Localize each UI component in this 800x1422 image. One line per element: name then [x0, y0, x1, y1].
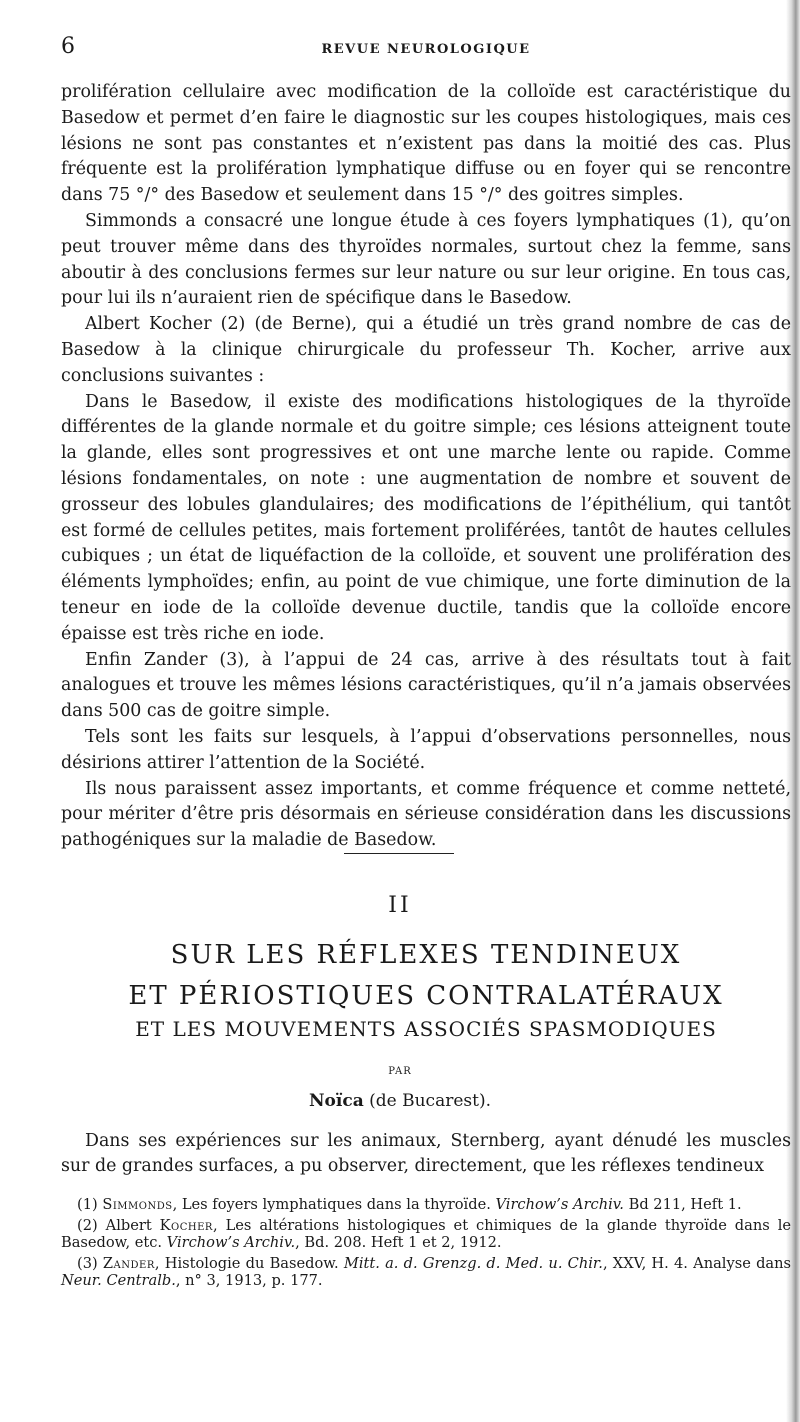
footnote-author-prefix: Albert [105, 1216, 160, 1234]
byline-par: PAR [388, 1066, 412, 1077]
section-divider [344, 853, 454, 854]
section-title-line3: ET LES MOUVEMENTS ASSOCIÉS SPASMODIQUES [135, 1017, 717, 1041]
footnote-rest-2: , n° 3, 1913, p. 177. [175, 1272, 323, 1290]
paragraph-7: Ils nous paraissent assez importants, et comme fréquence et comme netteté, pour mériter d’être pris désormais en sérieuse considération dans les discussions pathogéniques sur la maladie de Basedow. [61, 778, 791, 851]
footnote-journal: Virchow’s Archiv. [495, 1196, 624, 1213]
footnote-marker: (3) [77, 1254, 98, 1272]
footnote-rest: , XXV, H. 4. Analyse dans [602, 1254, 792, 1272]
footnote-rest: , Bd. 208. Heft 1 et 2, 1912. [295, 1234, 502, 1252]
footnote-rest: Bd 211, Heft 1. [623, 1196, 742, 1213]
footnote-2 [61, 1217, 791, 1252]
byline [0, 1091, 800, 1111]
footnote-text: , Histologie du Basedow. [154, 1254, 344, 1272]
footnotes [61, 1196, 791, 1293]
section-number: II [388, 893, 412, 918]
footnote-3 [61, 1255, 791, 1290]
footnote-marker: (2) [77, 1216, 98, 1234]
footnote-author: Zander [102, 1254, 155, 1272]
paragraph-3: Albert Kocher (2) (de Berne), qui a étudié un très grand nombre de cas de Basedow à la clinique chirurgicale du professeur Th. Kocher, arrive aux conclusions suivantes : [61, 314, 791, 386]
section-title-line1: SUR LES RÉFLEXES TENDINEUX [170, 940, 682, 970]
section-body [61, 1129, 791, 1178]
paragraph-2: Simmonds a consacré une longue étude à ces foyers lymphatiques (1), qu’on peut trouver même dans des thyroïdes normales, surtout chez la femme, sans aboutir à des conclusions fermes sur leur nature ou sur leur origine. En tous cas, pour lui ils n’auraient rien de spécifique dans le Basedow. [61, 210, 791, 309]
footnote-author: Kocher [159, 1216, 213, 1234]
author-origin: (de Bucarest). [369, 1091, 491, 1111]
footnote-author: Simmonds [102, 1196, 173, 1213]
running-title: REVUE NEUROLOGIQUE [321, 42, 531, 57]
footnote-1 [61, 1196, 791, 1214]
footnote-journal: Mitt. a. d. Grenzg. d. Med. u. Chir. [343, 1254, 603, 1272]
paragraph-5: Enfin Zander (3), à l’appui de 24 cas, arrive à des résultats tout à fait analogues et trouve les mêmes lésions caractéristiques, qu’il n’a jamais observées dans 500 cas de goitre simple. [61, 649, 791, 722]
footnote-text: , Les altérations histologiques et chimiques de la glande thyroïde dans le Basedow, etc. [61, 1216, 791, 1252]
section-paragraph-1: Dans ses expériences sur les animaux, Sternberg, ayant dénudé les muscles sur de grandes surfaces, a pu observer, directement, que les réflexes tendineux [61, 1131, 791, 1176]
paragraph-4: Dans le Basedow, il existe des modifications histologiques de la thyroïde différentes de la glande normale et du goitre simple; ces lésions atteignent toute la glande, elles sont progressives et ont une marche lente ou rapide. Comme lésions fondamentales, on note : une augmentation de nombre et souvent de grosseur des lobules glandulaires; des modifications de l’épithélium, qui tantôt est formé de cellules petites, mais fortement proliférées, tantôt de hautes cellules cubiques ; un état de liquéfaction de la colloïde, et souvent une prolifération des éléments lymphoïdes; enfin, au point de vue chimique, une forte diminution de la teneur en iode de la colloïde devenue ductile, tandis que la colloïde encore épaisse est très riche en iode. [61, 391, 791, 644]
paragraph-6: Tels sont les faits sur lesquels, à l’appui d’observations personnelles, nous désirions attirer l’attention de la Société. [61, 726, 791, 773]
section-title-line2: ET PÉRIOSTIQUES CONTRALATÉRAUX [128, 981, 724, 1011]
article-body [61, 80, 791, 854]
page-number: 6 [61, 34, 75, 59]
paragraph-1: prolifération cellulaire avec modification de la colloïde est caractéristique du Basedow et permet d’en faire le diagnostic sur les coupes histologiques, mais ces lésions ne sont pas constantes et n’existent pas dans la moitié des cas. Plus fréquente est la prolifération lymphatique diffuse ou en foyer qui se rencontre dans 75 °/° des Basedow et seulement dans 15 °/° des goitres simples. [61, 82, 791, 206]
footnote-text: , Les foyers lymphatiques dans la thyroïde. [172, 1196, 496, 1213]
footnote-journal: Virchow’s Archiv. [166, 1234, 296, 1252]
footnote-marker: (1) [77, 1196, 98, 1213]
footnote-journal-2: Neur. Centralb. [61, 1272, 176, 1290]
author-name: Noïca [309, 1091, 364, 1111]
page-header [61, 34, 791, 64]
